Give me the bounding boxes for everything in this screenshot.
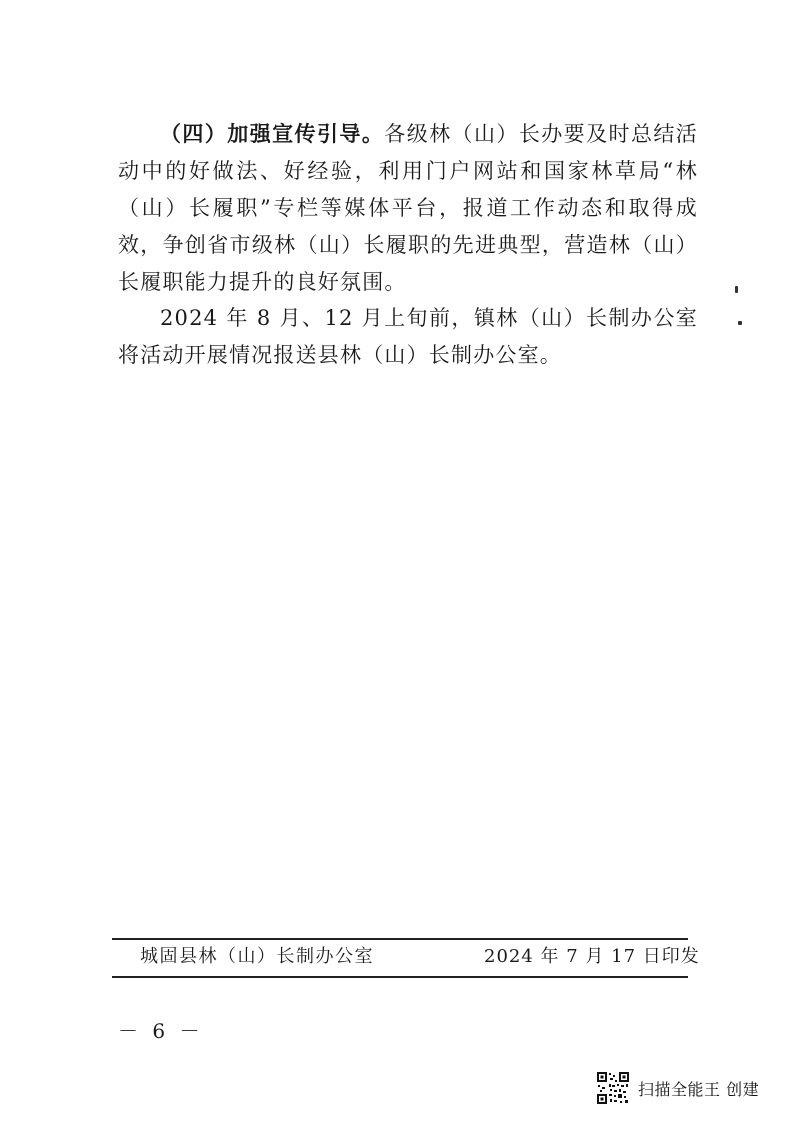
footer-rule-top (112, 938, 688, 940)
qr-code-icon (596, 1071, 630, 1105)
watermark-text: 扫描全能王 创建 (638, 1079, 760, 1099)
scanner-watermark (596, 1070, 759, 1106)
paragraph-publicity (118, 115, 698, 301)
footer-rule-bottom (112, 976, 688, 978)
paragraph-body: 各级林（山）长办要及时总结活动中的好做法、好经验，利用门户网站和国家林草局“林（山）长履职”专栏等媒体平台，报道工作动态和取得成效，争创省市级林（山）长履职的先进典型，营造林（山）长履职能力提升的良好氛围。 (118, 122, 698, 294)
paragraph-reporting: 2024 年 8 月、12 月上旬前，镇林（山）长制办公室将活动开展情况报送县林（山）长制办公室。 (118, 306, 698, 367)
scan-speck (735, 286, 738, 293)
page-number: － 6 － (118, 1019, 204, 1043)
footer-issuer: 城固县林（山）长制办公室 (140, 946, 374, 967)
scan-speck (738, 321, 742, 325)
paragraph-lead: （四）加强宣传引导。 (160, 121, 385, 146)
footer-date: 2024 年 7 月 17 日印发 (484, 946, 700, 967)
